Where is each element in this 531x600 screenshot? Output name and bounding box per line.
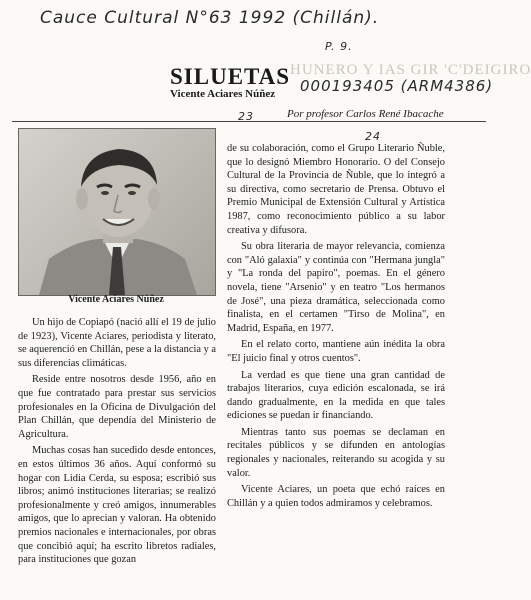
- section-title: SILUETAS: [170, 64, 291, 89]
- handwritten-header: Cauce Cultural N°63 1992 (Chillán).: [40, 8, 380, 28]
- handwritten-number: 23: [238, 110, 254, 123]
- paragraph: Reside entre nosotros desde 1956, año en que fue contratado para prestar sus servicios profesionales en la Oficina de Divulgación del Plan Chillán, que dependía del Ministerio de Agricultura.: [18, 374, 216, 440]
- bleed-through-text: HUNERO Y IAS GIR 'C'DEIGIRO: [290, 62, 531, 78]
- header-divider: [12, 121, 486, 122]
- article-subtitle: Vicente Aciares Núñez: [170, 88, 276, 100]
- portrait-photo: [18, 128, 216, 296]
- handwritten-page-marker: P. 9.: [325, 40, 353, 53]
- paragraph: Muchas cosas han sucedido desde entonces, en estos últimos 36 años. Aquí conformó su hogar con Lidia Cerda, su esposa; escribió sus libros; animó instituciones literarias; se realizó profesionalmente y creó amigos, innumerables amigos, que lo aprecian y valoran. Ha obtenido premios nacionales e internacionales, por obras que concibió aquí; ha escrito libretos radiales, para instituciones que gozan: [18, 445, 216, 566]
- paragraph: En el relato corto, mantiene aún inédita la obra "El juicio final y otros cuentos".: [227, 339, 445, 364]
- article-byline: Por profesor Carlos René Ibacache: [287, 108, 444, 120]
- paragraph: Un hijo de Copiapó (nació allí el 19 de julio de 1923), Vicente Aciares, periodista y literato, se aquerenció en Chillán, pese a la distancia y a sus diferencias climáticas.: [18, 317, 216, 369]
- article-column-right: [227, 142, 445, 513]
- paragraph: La verdad es que tiene una gran cantidad de trabajos literarios, cuya edición escalonada, se irá dando gradualmente, en la medida en que tales ediciones se puedan ir financiando.: [227, 369, 445, 422]
- handwritten-catalog-code: 000193405 (ARM4386): [300, 77, 494, 95]
- paragraph: Su obra literaria de mayor relevancia, comienza con "Aló galaxia" y continúa con "Hermana jungla" y "La ronda del papiro", poemas. En el género novela, tiene "Arsenio" y en teatro "Los hermanos de José", una pieza dramática, seleccionada como finalista, en el certamen "Tirso de Molina", en Madrid, España, en 1977.: [227, 241, 445, 334]
- article-column-left: [18, 316, 216, 570]
- paragraph: de su colaboración, como el Grupo Literario Ñuble, que lo designó Miembro Honorario. O del Consejo Cultural de la Provincia de Ñuble, que lo integró a su directiva, como secretario de Prensa. Obtuvo el Premio Municipal de Extensión Cultural y Artística 1987, como reconocimiento público a su labor creativa y difusora.: [227, 143, 445, 236]
- photo-caption: Vicente Aciares Núñez: [68, 294, 164, 305]
- paragraph: Vicente Aciares, un poeta que echó raíces en Chillán y a quien todos admiramos y celebramos.: [227, 484, 445, 509]
- portrait-figure: [19, 129, 215, 295]
- handwritten-number: 24: [365, 130, 381, 143]
- paragraph: Mientras tanto sus poemas se declaman en recitales públicos y se difunden en antologías regionales y nacionales, reiterando su acogida y su valor.: [227, 426, 445, 479]
